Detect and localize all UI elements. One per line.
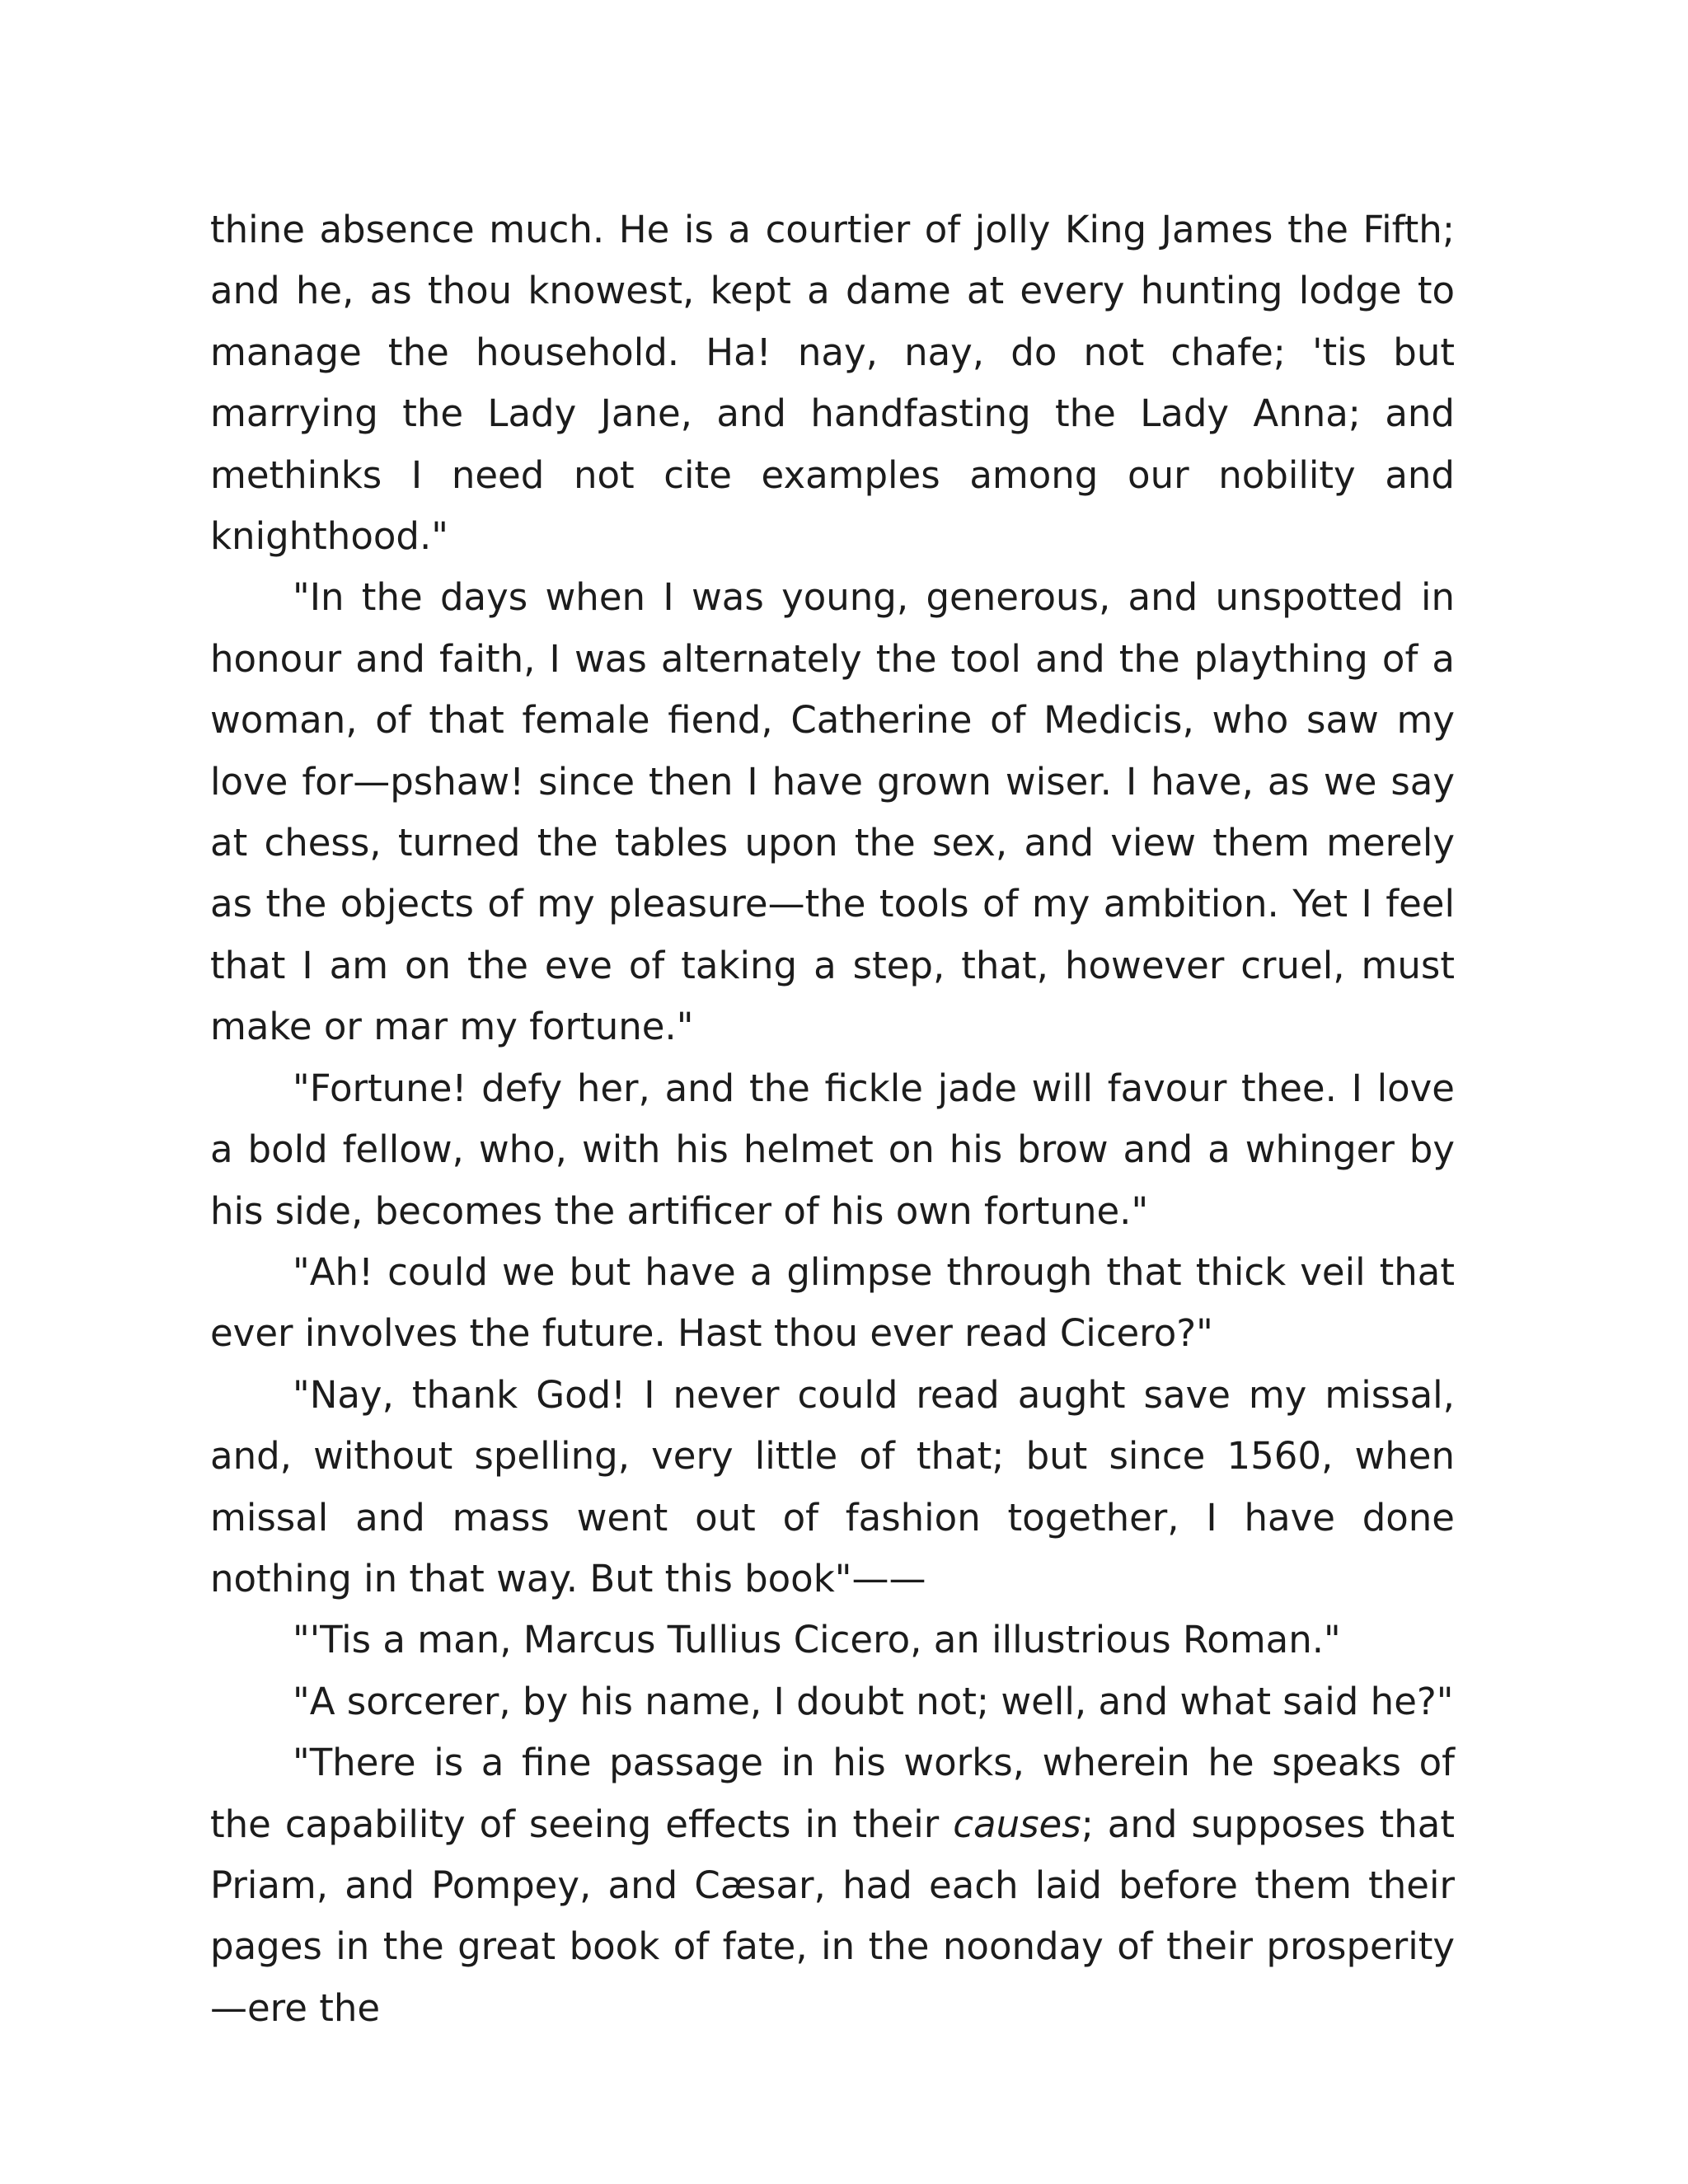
paragraph-8 <box>210 1732 1455 2039</box>
paragraph-8-italic-word: causes <box>953 1802 1081 1846</box>
paragraph-8-text-after: ; and supposes that Priam, and Pompey, and Cæsar, had each laid before them their pages in the great book of fate, in the noonday of their prosperity—ere the <box>210 1802 1455 2030</box>
paragraph-1: thine absence much. He is a courtier of jolly King James the Fifth; and he, as thou knowest, kept a dame at every hunting lodge to manage the household. Ha! nay, nay, do not chafe; 'tis but marrying the Lady Jane, and handfasting the Lady Anna; and methinks I need not cite examples among our nobility and knighthood." <box>210 208 1455 559</box>
paragraph-7: "A sorcerer, by his name, I doubt not; well, and what said he?" <box>293 1679 1454 1723</box>
paragraph-3: "Fortune! defy her, and the fickle jade will favour thee. I love a bold fellow, who, with his helmet on his brow and a whinger by his side, becomes the artificer of his own fortune." <box>210 1066 1455 1233</box>
paragraph-8-text-before: "There is a fine passage in his works, wherein he speaks of the capability of seeing effects in their <box>210 1741 1455 1846</box>
book-page <box>210 199 1455 2039</box>
paragraph-6: "'Tis a man, Marcus Tullius Cicero, an illustrious Roman." <box>293 1618 1341 1662</box>
paragraph-5: "Nay, thank God! I never could read aught save my missal, and, without spelling, very little of that; but since 1560, when missal and mass went out of fashion together, I have done nothing in that way. But this book"—— <box>210 1372 1455 1601</box>
paragraph-2: "In the days when I was young, generous, and unspotted in honour and faith, I was alternately the tool and the plaything of a woman, of that female fiend, Catherine of Medicis, who saw my love for—pshaw! since then I have grown wiser. I have, as we say at chess, turned the tables upon the sex, and view them merely as the objects of my pleasure—the tools of my ambition. Yet I feel that I am on the eve of taking a step, that, however cruel, must make or mar my fortune." <box>210 575 1455 1049</box>
paragraph-4: "Ah! could we but have a glimpse through that thick veil that ever involves the future. Hast thou ever read Cicero?" <box>210 1249 1455 1356</box>
